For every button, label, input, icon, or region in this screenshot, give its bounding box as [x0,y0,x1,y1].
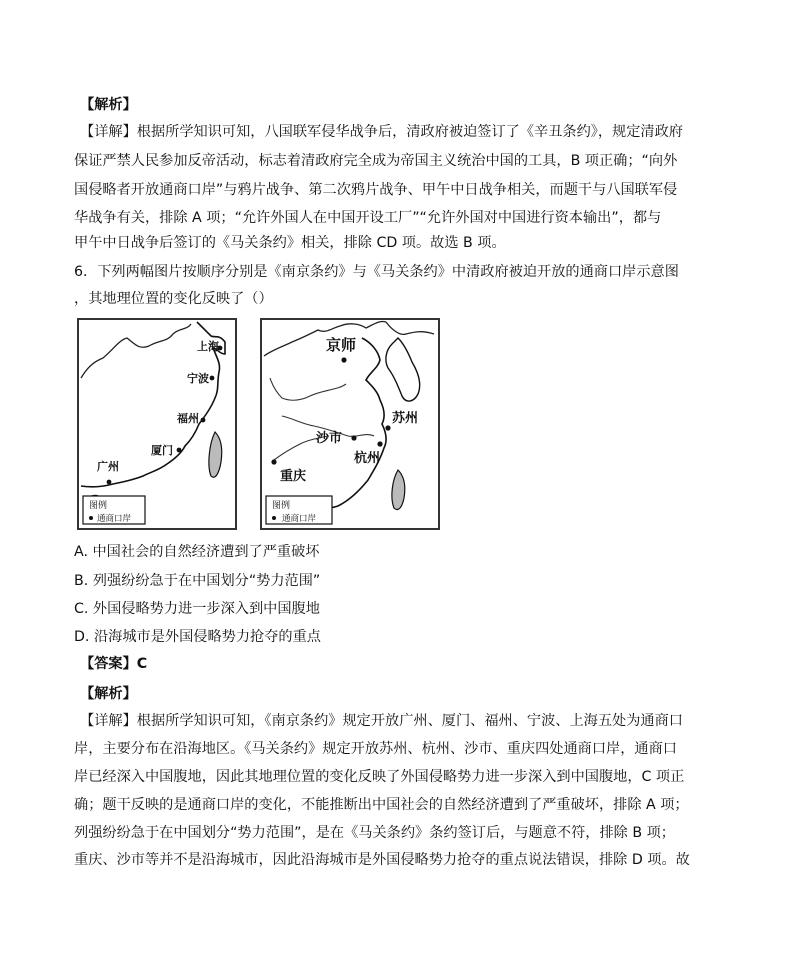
analysis-heading: 【解析】 [80,97,137,113]
analysis-line: 确；题干反映的是通商口岸的变化，不能推断出中国社会的自然经济遭到了严重破坏，排除 A 项； [74,797,689,813]
taiwan-island [392,470,405,510]
option-a: A. 中国社会的自然经济遭到了严重破坏 [74,544,320,560]
port-dot [341,357,346,362]
analysis-line: 列强纷纷急于在中国划分“势力范围”，是在《马关条约》条约签订后，与题意不符，排除 B 项； [74,825,675,841]
port-dot [201,418,206,423]
question-stem: 6．下列两幅图片按顺序分别是《南京条约》与《马关条约》中清政府被迫开放的通商口岸示意图 [74,264,679,280]
question-stem-cont: ，其地理位置的变化反映了（） [74,291,273,307]
port-dot [177,448,182,453]
coastline [298,338,386,509]
city-label: 苏州 [392,411,419,426]
legend-item: 通商口岸 [282,514,317,524]
port-dot [271,459,276,464]
legend-title: 图例 [89,501,108,511]
city-label: 广州 [97,460,119,473]
legend-dot [272,516,276,520]
map-shimonoseki-ports [260,318,440,530]
analysis-line: 保证严禁人民参加反帝活动，标志着清政府完全成为帝国主义统治中国的工具，B 项正确；“向外 [74,153,678,169]
analysis-line: 华战争有关，排除 A 项；“允许外国人在中国开设工厂”“允许外国对中国进行资本输出”，都与 [74,210,662,226]
map-nanking-ports [77,318,237,530]
legend-dot [89,516,93,520]
legend-item: 通商口岸 [97,514,132,524]
option-b: B. 列强纷纷急于在中国划分“势力范围” [74,573,321,589]
city-label: 杭州 [354,451,381,466]
city-label: 福州 [177,412,199,425]
analysis-line: 【详解】根据所学知识可知，八国联军侵华战争后，清政府被迫签订了《辛丑条约》，规定清政府 [80,124,683,140]
taiwan-island [209,432,222,477]
analysis-heading: 【解析】 [80,686,137,702]
map-nanking-svg [79,320,235,528]
northern-border-line [264,321,386,356]
city-label: 上海 [197,340,219,353]
city-label: 重庆 [280,469,307,484]
legend-title: 图例 [272,501,291,511]
analysis-line: 甲午中日战争后签订的《马关条约》相关，排除 CD 项。故选 B 项。 [74,235,506,251]
port-dot [210,376,215,381]
analysis-line: 岸已经深入中国腹地，因此其地理位置的变化反映了外国侵略势力进一步深入到中国腹地，C 项正 [74,769,685,785]
city-label: 宁波 [187,372,209,385]
map-shimonoseki-svg [262,320,438,528]
analysis-line: 重庆、沙市等并不是沿海城市，因此沿海城市是外国侵略势力抢夺的重点说法错误，排除 D 项。故 [74,852,690,868]
city-label: 京师 [326,336,357,354]
port-dot [351,435,356,440]
port-dot [107,480,112,485]
city-label: 厦门 [151,444,173,457]
option-c: C. 外国侵略势力进一步深入到中国腹地 [74,601,320,617]
port-dot [385,425,390,430]
port-dot [377,441,382,446]
river-line [270,378,374,436]
northeast-border-line [386,322,434,334]
northern-border-line [81,324,191,378]
analysis-line: 【详解】根据所学知识可知，《南京条约》规定开放广州、厦门、福州、宁波、上海五处为通商口 [80,713,683,729]
option-d: D. 沿海城市是外国侵略势力抢夺的重点 [74,629,321,645]
city-label: 沙市 [316,431,343,446]
analysis-line: 岸，主要分布在沿海地区。《马关条约》规定开放苏州、杭州、沙市、重庆四处通商口岸，通商口 [74,741,677,757]
answer: 【答案】C [80,656,148,672]
korean-peninsula [386,338,420,401]
analysis-line: 国侵略者开放通商口岸”与鸦片战争、第二次鸦片战争、甲午中日战争相关，而题干与八国联军侵 [74,182,678,198]
